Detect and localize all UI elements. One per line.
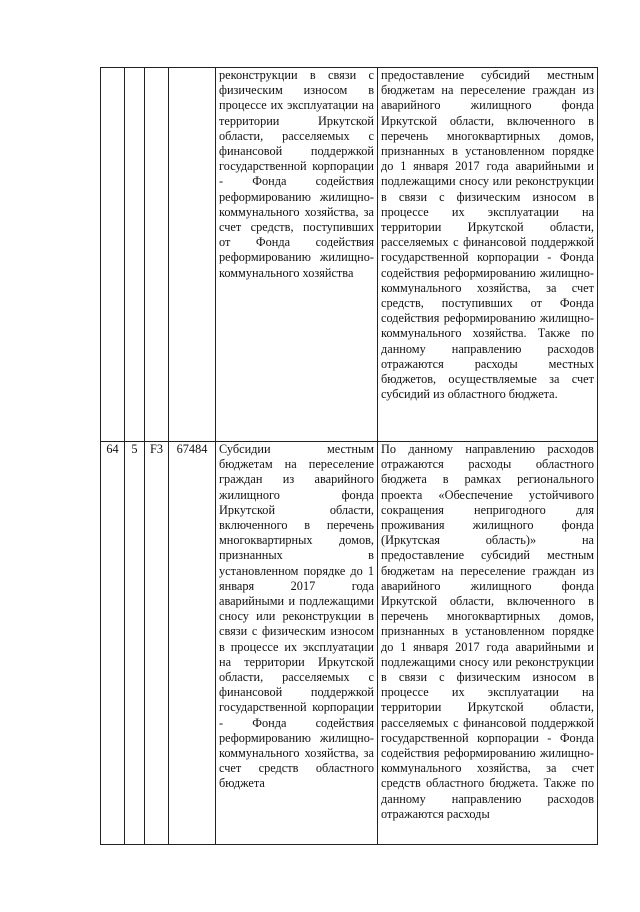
- project-cell: F3: [145, 442, 169, 845]
- expense-name-cell: реконструкции в связи с физическим износом в процессе их эксплуатации на территории Иркутской области, расселяемых с финансовой поддержкой государственной корпорации - Фонда содействия реформированию жилищно-коммунального хозяйства, за счет средств, поступивших от Фонда содействия реформированию жилищно-коммунального хозяйства: [216, 68, 378, 442]
- expense-name-cell: Субсидии местным бюджетам на переселение граждан из аварийного жилищного фонда Иркутской области, включенного в перечень многоквартирных домов, признанных в установленном порядке до 1 января 2017 года аварийными и подлежащими сносу или реконструкции в связи с физическим износом в процессе их эксплуатации на территории Иркутской области, расселяемых с финансовой поддержкой государственной корпорации - Фонда содействия реформированию жилищно-коммунального хозяйства, за счет средств областного бюджета: [216, 442, 378, 845]
- budget-classification-table: [100, 67, 598, 845]
- section-cell: [125, 68, 145, 442]
- row-number-cell: 64: [101, 442, 125, 845]
- table-row: [101, 442, 598, 845]
- row-number-cell: [101, 68, 125, 442]
- expense-description-cell: предоставление субсидий местным бюджетам на переселение граждан из аварийного жилищного фонда Иркутской области, включенного в перечень многоквартирных домов, признанных в установленном порядке до 1 января 2017 года аварийными и подлежащими сносу или реконструкции в связи с физическим износом в процессе их эксплуатации на территории Иркутской области, расселяемых с финансовой поддержкой государственной корпорации - Фонда содействия реформированию жилищно-коммунального хозяйства, за счет средств, поступивших от Фонда содействия реформированию жилищно-коммунального хозяйства. Также по данному направлению расходов отражаются расходы местных бюджетов, осуществляемые за счет субсидий из областного бюджета.: [378, 68, 598, 442]
- table-row: [101, 68, 598, 442]
- code-cell: 67484: [169, 442, 216, 845]
- project-cell: [145, 68, 169, 442]
- code-cell: [169, 68, 216, 442]
- expense-description-cell: По данному направлению расходов отражаются расходы областного бюджета в рамках регионального проекта «Обеспечение устойчивого сокращения непригодного для проживания жилищного фонда (Иркутская область)» на предоставление субсидий местным бюджетам на переселение граждан из аварийного жилищного фонда Иркутской области, включенного в перечень многоквартирных домов, признанных в установленном порядке до 1 января 2017 года аварийными и подлежащими сносу или реконструкции в связи с физическим износом в процессе их эксплуатации на территории Иркутской области, расселяемых с финансовой поддержкой государственной корпорации - Фонда содействия реформированию жилищно-коммунального хозяйства, за счет средств областного бюджета. Также по данному направлению расходов отражаются расходы: [378, 442, 598, 845]
- section-cell: 5: [125, 442, 145, 845]
